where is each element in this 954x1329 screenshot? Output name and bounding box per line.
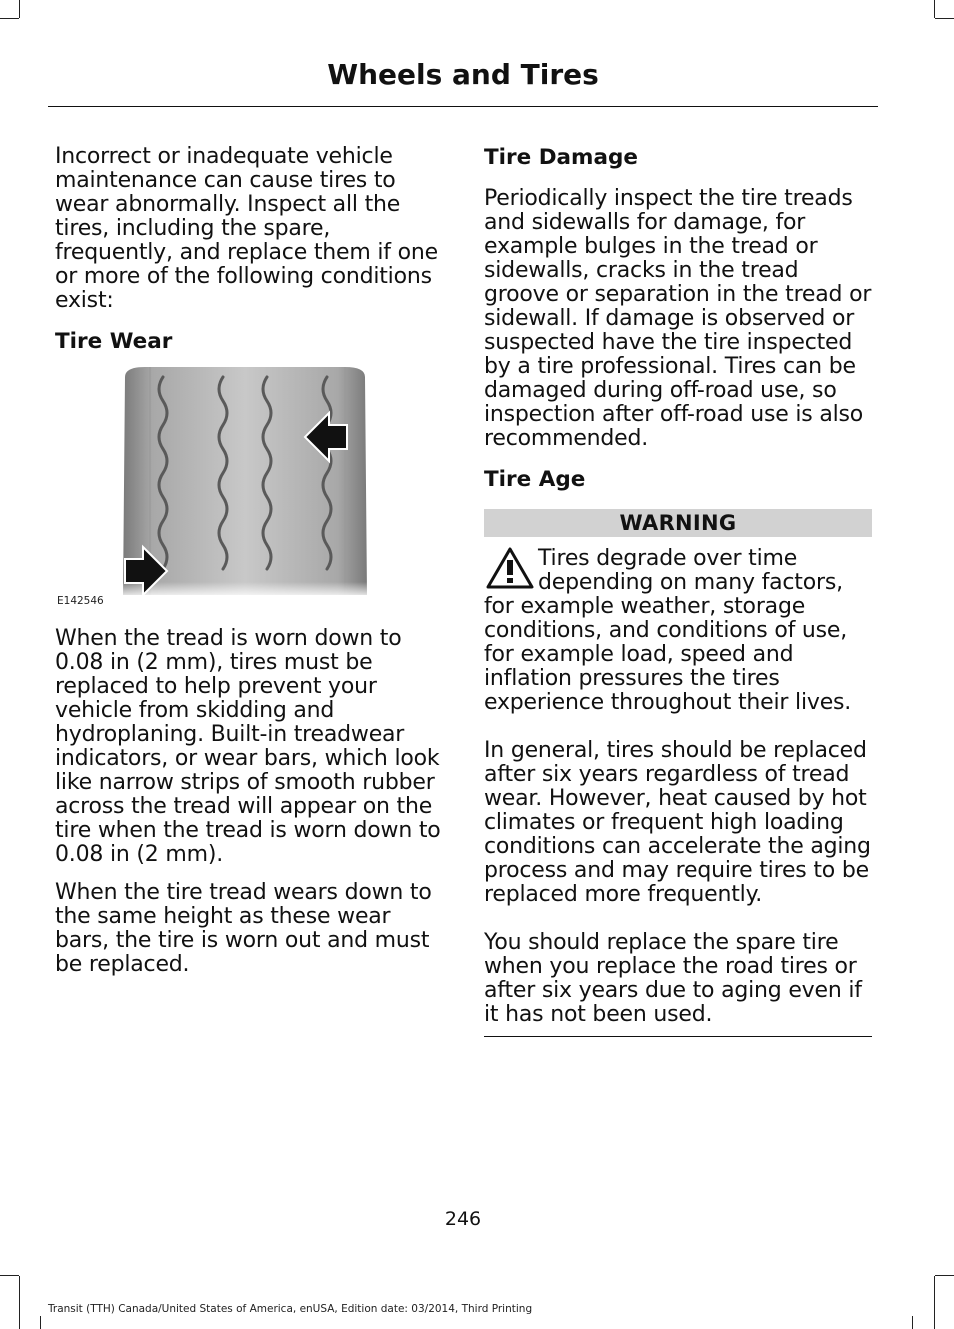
tire-damage-heading: Tire Damage [484, 145, 638, 170]
header-divider [48, 106, 878, 107]
crop-mark [912, 1316, 913, 1329]
age-paragraph-2: You should replace the spare tire when you replace the road tires or after six years due to aging even if it has not been used. [484, 930, 862, 1027]
crop-mark [0, 18, 19, 19]
crop-mark [19, 0, 20, 18]
figure-code: E142546 [57, 595, 104, 607]
tire-wear-heading: Tire Wear [55, 329, 173, 354]
tire-tread-figure [55, 367, 445, 617]
age-paragraph-1: In general, tires should be replaced after six years regardless of tread wear. However, heat caused by hot climates or frequent high loading conditions can accelerate the aging process and may require tires to be replaced more frequently. [484, 738, 871, 907]
wear-paragraph-2: When the tire tread wears down to the same height as these wear bars, the tire is worn out and must be replaced. [55, 880, 432, 977]
crop-mark [934, 1276, 935, 1329]
crop-mark [935, 18, 954, 19]
crop-mark [40, 1316, 41, 1329]
page-number: 246 [444, 1208, 482, 1230]
warning-triangle-icon [484, 545, 536, 591]
warning-text: Tires degrade over time depending on many factors, for example weather, storage conditions, and conditions of use, for example load, speed and inflation pressures the tires experience throughout their lives. [484, 546, 852, 715]
right-column [484, 145, 872, 1037]
page-title: Wheels and Tires [327, 58, 599, 91]
crop-mark [935, 1275, 954, 1276]
intro-paragraph: Incorrect or inadequate vehicle maintenance can cause tires to wear abnormally. Inspect all the tires, including the spare, frequently, and replace them if one or more of the following conditions exist: [55, 144, 438, 313]
warning-banner: WARNING [484, 509, 872, 537]
crop-mark [19, 1276, 20, 1329]
left-column [55, 145, 445, 977]
crop-mark [934, 0, 935, 18]
damage-paragraph: Periodically inspect the tire treads and sidewalls for damage, for example bulges in the tread or sidewalls, cracks in the tread groove or separation in the tread or sidewall. If damage is observed or suspected have the tire inspected by a tire professional. Tires can be damaged during off-road use, so inspection after off-road use is also recommended. [484, 186, 872, 451]
tire-age-heading: Tire Age [484, 467, 586, 492]
crop-mark [0, 1275, 19, 1276]
warning-block [484, 547, 872, 715]
wear-paragraph-1: When the tread is worn down to 0.08 in (2 mm), tires must be replaced to help prevent your vehicle from skidding and hydroplaning. Built-in treadwear indicators, or wear bars, which look like narrow strips of smooth rubber across the tread will appear on the tire when the tread is worn down to 0.08 in (2 mm). [55, 626, 441, 867]
footer-edition-info: Transit (TTH) Canada/United States of America, enUSA, Edition date: 03/2014, Third Printing [48, 1303, 533, 1315]
section-end-divider [484, 1036, 872, 1037]
tire-tread-illustration [55, 367, 445, 617]
